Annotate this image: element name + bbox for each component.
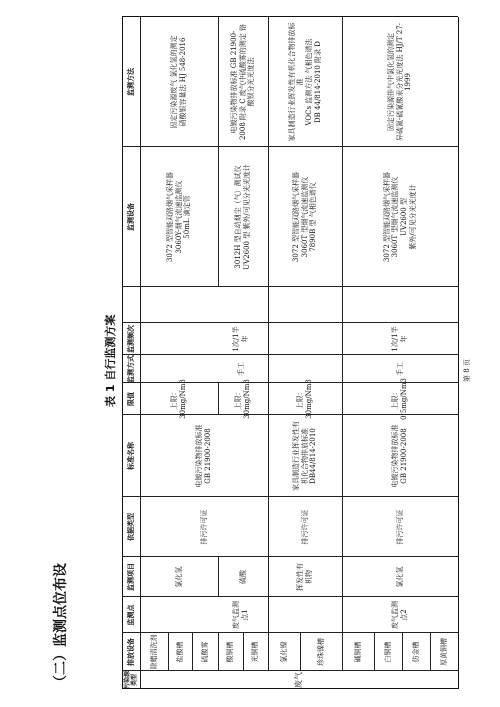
monitoring-item: 氯化氢 (395, 566, 404, 588)
standard-name-cell: 电镀污染物排放标准 GB 21900-2008 (195, 424, 212, 488)
table-title: 表 1 自行监测方案 (104, 314, 117, 407)
header-pollutant-type: 污染源类型 (123, 670, 138, 689)
basis-type-cell: 排污许可证 (395, 509, 404, 545)
monitoring-frequency-cell: 1次/1半年 (391, 326, 408, 352)
facility-item: 硫酸雾 (200, 641, 209, 663)
header-monitoring-point: 监测点 (126, 604, 135, 626)
section-title: （二）监测点位布设 (53, 563, 69, 689)
header-monitoring-method: 监测方式 (126, 355, 135, 383)
facility-item: 氯化镍 (279, 641, 288, 663)
facility-item: 酸铜槽 (226, 641, 235, 663)
monitoring-item: 硫酸 (238, 570, 247, 584)
facility-item: 仿金槽 (411, 641, 420, 663)
facility-item: 珍珠镍槽 (316, 638, 325, 666)
header-standard-name: 标准名称 (126, 442, 135, 470)
facility-item: 盐酸槽 (175, 641, 184, 663)
monitoring-point-1: 废气监测点1 (232, 601, 249, 629)
facility-item: 除蜡清洗剂 (149, 634, 158, 670)
header-emission-facility: 排放设备 (126, 638, 135, 666)
header-monitoring-equipment: 监测设备 (126, 203, 135, 231)
monitoring-item: 挥发性有机物 (296, 563, 313, 591)
monitoring-method-cell: 手工 (236, 362, 245, 376)
monitoring-methodology-cell: 电镀污染物排放标准 GB 21900-2008 附录 C 废气中硫酸雾的测定 铬酸钡分光光度法 (229, 23, 256, 141)
header-basis-type: 依据类型 (126, 513, 135, 541)
basis-type-cell: 排污许可证 (300, 509, 309, 545)
facility-item: 白铜槽 (383, 641, 392, 663)
monitoring-equipment-cell: 3072 型智能双路烟气采样器 3060Y-烟气流速监测仪 50mL 滴定管 (165, 171, 192, 263)
header-monitoring-frequency: 监测频次 (126, 325, 135, 353)
limit-cell: 上限：30mg/Nm3 (296, 379, 313, 419)
page-number: 第 8 页 (463, 359, 471, 382)
basis-type-cell: 排污许可证 (199, 509, 208, 545)
limit-cell: 上限：30mg/Nm3 (170, 379, 187, 419)
header-monitoring-methodology: 监测方法 (126, 68, 135, 96)
header-monitoring-item: 监测项目 (126, 563, 135, 591)
limit-cell: 上限：0.5mg/Nm3 (391, 378, 408, 420)
monitoring-item: 氯化氢 (174, 566, 183, 588)
standard-name-cell: 电镀污染物排放标准 GB 21900-2008 (391, 424, 408, 488)
limit-cell: 上限：30mg/Nm3 (234, 379, 251, 419)
monitoring-methodology-cell: 家具制造行业挥发性有机化合物排放标准 VOCs 监测方法 气相色谱法 DB 44/814-2010 附录 D (287, 22, 322, 142)
monitoring-methodology-cell: 固定污染源废气 氯化氢的测定 硝酸银容量法 HJ 548-2016 (170, 35, 187, 129)
monitoring-equipment-cell: 3012H 型自动烟尘（气）测试仪 UV2600 型 紫外/可见分光光度计 (234, 164, 251, 270)
standard-name-cell: 家具制造行业挥发性有机化合物排放标准 DB44/814-2010 (291, 421, 318, 491)
monitoring-equipment-cell: 3072 型智能双路烟气采样器 3060T 型烟气流速监测仪 7890B 型 气相色谱仪 (291, 171, 318, 263)
facility-item: 光铜槽 (251, 641, 260, 663)
monitoring-point-2: 废气监测点2 (391, 601, 408, 629)
monitoring-methodology-cell: 固定污染源排气中氯化氢的测定 异硫氰-硫氰酸汞分光光度法 HJ/T 27-1999 (386, 22, 413, 142)
monitoring-frequency-cell: 1次/1半年 (232, 326, 249, 352)
monitoring-method-cell: 手工 (395, 362, 404, 376)
pollutant-type-cell: 废气 (294, 672, 303, 688)
facility-item: 厚黄铜槽 (439, 638, 448, 666)
header-limit: 限值 (126, 392, 135, 406)
facility-item: 碱铜槽 (353, 641, 362, 663)
monitoring-equipment-cell: 3072 型智能双路烟气采样器 3060T 型烟气流速监测仪 UV2600 型 紫外/可见分光光度计 (382, 171, 417, 263)
